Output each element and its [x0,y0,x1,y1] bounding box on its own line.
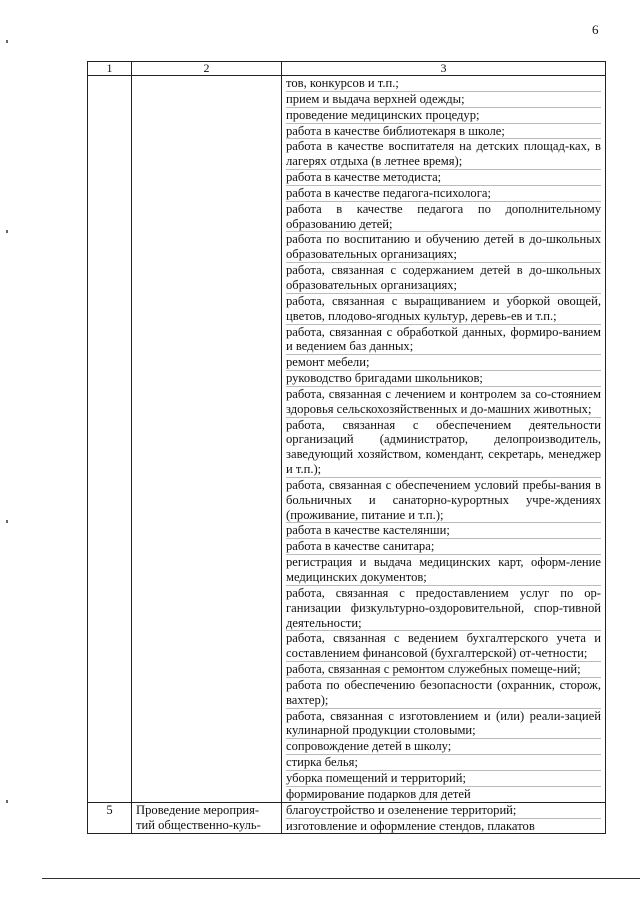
work-type-item: благоустройство и озеленение территорий; [286,802,517,817]
work-type-item: работа, связанная с изготовлением и (или) реали-зацией кулинарной продукции столовыми; [286,708,601,738]
work-type-item: работа в качестве воспитателя на детских площад-ках, в лагерях отдыха (в летнее время); [286,139,601,169]
table-row [88,76,606,803]
margin-mark [6,520,8,523]
work-types-cell [282,802,606,834]
activity-name-cell [132,76,282,803]
work-type-item: работа по обеспечению безопасности (охранник, сторож, вахтер); [286,677,601,707]
work-type-item: работа, связанная с предоставлением услуг по ор-ганизации физкультурно-оздоровительной, спор-тивной деятельности; [286,585,601,630]
margin-mark [6,40,8,43]
page-bottom-line [42,878,640,879]
work-type-item: уборка помещений и территорий; [286,770,601,786]
work-type-item: работа, связанная с лечением и контролем за со-стоянием здоровья сельскохозяйственных и до-машних животных; [286,386,601,416]
column-header-number: 1 [88,62,132,76]
row-number: 5 [88,802,132,834]
work-type-item: работа по воспитанию и обучению детей в до-школьных образовательных организациях; [286,232,601,262]
page-number: 6 [592,22,599,37]
work-type-item: работа, связанная с содержанием детей в до-школьных образовательных организациях; [286,263,601,292]
table-body [88,76,606,834]
work-type-item: ремонт мебели; [286,354,601,370]
table-header-row [88,62,606,76]
work-type-item: стирка белья; [286,754,601,770]
margin-mark [6,230,8,233]
work-type-item: работа в качестве педагога по дополнительному образованию детей; [286,201,601,231]
work-type-item: проведение медицинских процедур; [286,107,601,123]
work-type-item: работа, связанная с обеспечением деятельности организаций (администратор, делопроизводитель, заведующий хозяйством, комендант, секретарь, менеджер и т.п.); [286,417,601,477]
work-type-item: работа, связанная с ремонтом служебных помеще-ний; [286,661,601,677]
work-type-item: работа в качестве санитара; [286,538,601,554]
work-types-cell [282,76,606,803]
work-type-item: работа, связанная с ведением бухгалтерского учета и составлением финансовой (бухгалтерской) от-четности; [286,631,601,661]
work-type-item: изготовление и оформление стендов, плакатов [286,818,601,834]
activities-table [87,61,606,834]
row-number [88,76,132,803]
work-type-item: регистрация и выдача медицинских карт, оформ-ление медицинских документов; [286,555,601,584]
table-row [88,802,606,834]
column-header-activity: 2 [132,62,282,76]
work-type-item: работа в качестве библиотекаря в школе; [286,123,601,139]
work-type-item: прием и выдача верхней одежды; [286,91,601,107]
column-header-work-types: 3 [282,62,606,76]
work-type-item: работа в качестве педагога-психолога; [286,185,601,201]
work-type-item: тов, конкурсов и т.п.; [286,76,399,90]
work-type-item: работа, связанная с обработкой данных, формиро-ванием и ведением баз данных; [286,324,601,354]
activity-name-line: Проведение мероприя- [136,802,260,817]
work-type-item: сопровождение детей в школу; [286,738,601,754]
work-type-item: работа в качестве кастелянши; [286,522,601,538]
work-type-item: работа, связанная с выращиванием и уборкой овощей, цветов, плодово-ягодных культур, деревь-ев и т.п.; [286,293,601,323]
activity-name-cell [132,802,282,834]
work-type-item: работа в качестве методиста; [286,169,601,185]
work-type-item: руководство бригадами школьников; [286,370,601,386]
work-type-item: формирование подарков для детей [286,786,601,802]
work-type-item: работа, связанная с обеспечением условий пребы-вания в больничных и санаторно-курортных учре-ждениях (проживание, питание и т.п.); [286,477,601,522]
margin-mark [6,800,8,803]
activity-name-line: тий общественно-куль- [136,817,261,832]
